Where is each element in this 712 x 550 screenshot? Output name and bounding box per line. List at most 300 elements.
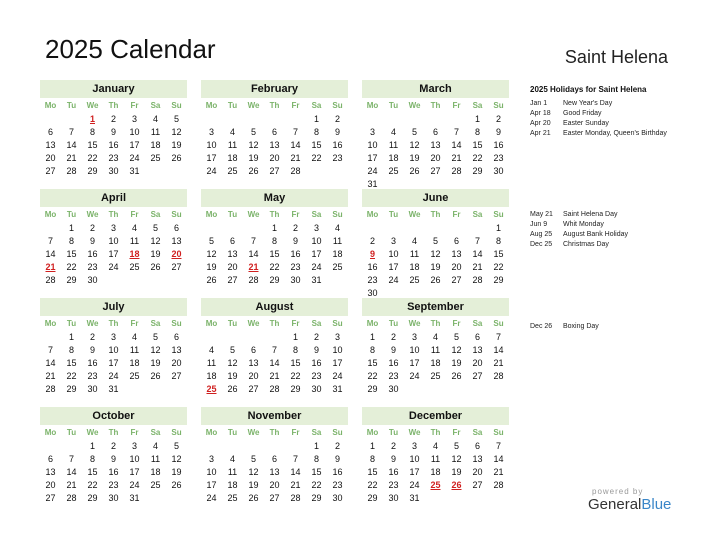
day-cell[interactable]: 26 [248, 493, 259, 503]
day-cell[interactable]: 8 [313, 454, 319, 464]
day-cell[interactable]: 19 [248, 153, 259, 163]
day-cell[interactable]: 14 [66, 140, 77, 150]
day-cell[interactable]: 14 [248, 249, 259, 259]
day-cell[interactable]: 3 [208, 454, 214, 464]
day-cell[interactable]: 30 [87, 384, 98, 394]
day-cell[interactable]: 31 [311, 275, 322, 285]
day-cell[interactable]: 9 [292, 236, 298, 246]
day-cell[interactable]: 8 [474, 127, 480, 137]
day-cell[interactable]: 22 [311, 480, 322, 490]
day-cell[interactable]: 12 [451, 454, 462, 464]
day-cell[interactable]: 22 [87, 480, 98, 490]
day-cell[interactable]: 24 [409, 480, 420, 490]
day-cell[interactable]: 11 [332, 236, 343, 246]
day-cell[interactable]: 26 [409, 166, 420, 176]
day-cell[interactable]: 1 [271, 223, 277, 233]
day-cell[interactable]: 13 [227, 249, 238, 259]
day-cell[interactable]: 16 [388, 467, 399, 477]
day-cell[interactable]: 2 [390, 332, 396, 342]
day-cell[interactable]: 9 [334, 454, 340, 464]
day-cell[interactable]: 19 [248, 480, 259, 490]
day-cell[interactable]: 6 [474, 441, 480, 451]
day-cell[interactable]: 1 [68, 223, 74, 233]
day-cell[interactable]: 20 [472, 467, 483, 477]
day-cell[interactable]: 6 [173, 223, 179, 233]
day-cell[interactable]: 6 [250, 345, 256, 355]
day-cell[interactable]: 12 [150, 345, 161, 355]
day-cell[interactable]: 26 [248, 166, 259, 176]
day-cell[interactable]: 19 [171, 140, 182, 150]
day-cell[interactable]: 2 [369, 236, 375, 246]
day-cell[interactable]: 13 [472, 454, 483, 464]
day-cell[interactable]: 4 [229, 127, 235, 137]
day-cell[interactable]: 15 [367, 358, 378, 368]
day-cell[interactable]: 6 [474, 332, 480, 342]
day-cell[interactable]: 20 [45, 480, 56, 490]
day-cell[interactable]: 2 [313, 332, 319, 342]
day-cell[interactable]: 7 [292, 127, 298, 137]
day-cell[interactable]: 31 [108, 384, 119, 394]
day-cell[interactable]: 7 [495, 441, 501, 451]
day-cell[interactable]: 1 [474, 114, 480, 124]
day-cell[interactable]: 3 [411, 441, 417, 451]
day-cell[interactable]: 9 [89, 236, 95, 246]
day-cell[interactable]: 1 [68, 332, 74, 342]
day-cell[interactable]: 27 [269, 493, 280, 503]
day-cell[interactable]: 6 [271, 127, 277, 137]
day-cell[interactable]: 15 [493, 249, 504, 259]
day-cell[interactable]: 23 [332, 153, 343, 163]
day-cell[interactable]: 17 [367, 153, 378, 163]
day-cell[interactable]: 8 [369, 345, 375, 355]
day-cell[interactable]: 11 [129, 236, 140, 246]
day-cell[interactable]: 25 [409, 275, 420, 285]
day-cell[interactable]: 18 [150, 467, 161, 477]
day-cell[interactable]: 10 [311, 236, 322, 246]
day-cell[interactable]: 10 [129, 127, 140, 137]
day-cell[interactable]: 17 [206, 153, 217, 163]
day-cell[interactable]: 18 [227, 480, 238, 490]
day-cell[interactable]: 23 [493, 153, 504, 163]
day-cell[interactable]: 28 [451, 166, 462, 176]
day-cell[interactable]: 1 [313, 441, 319, 451]
day-cell[interactable]: 8 [313, 127, 319, 137]
day-cell[interactable]: 5 [250, 127, 256, 137]
day-cell[interactable]: 30 [367, 288, 378, 298]
day-cell[interactable]: 26 [227, 384, 238, 394]
day-cell[interactable]: 6 [432, 127, 438, 137]
day-cell[interactable]: 7 [271, 345, 277, 355]
day-cell[interactable]: 17 [409, 467, 420, 477]
day-cell[interactable]: 22 [367, 371, 378, 381]
day-cell[interactable]: 27 [451, 275, 462, 285]
day-cell[interactable]: 29 [66, 384, 77, 394]
day-cell[interactable]: 29 [472, 166, 483, 176]
day-cell[interactable]: 22 [66, 262, 77, 272]
day-cell[interactable]: 12 [451, 345, 462, 355]
day-cell[interactable]: 9 [313, 345, 319, 355]
day-cell[interactable]: 6 [271, 454, 277, 464]
day-cell[interactable]: 7 [453, 127, 459, 137]
day-cell[interactable]: 8 [89, 454, 95, 464]
day-cell[interactable]: 23 [311, 371, 322, 381]
day-cell[interactable]: 5 [173, 441, 179, 451]
day-cell[interactable]: 3 [334, 332, 340, 342]
day-cell[interactable]: 17 [206, 480, 217, 490]
day-cell[interactable]: 27 [248, 384, 259, 394]
day-cell[interactable]: 31 [129, 493, 140, 503]
day-cell[interactable]: 11 [430, 454, 441, 464]
day-cell[interactable]: 9 [390, 345, 396, 355]
day-cell[interactable]: 28 [66, 493, 77, 503]
day-cell[interactable]: 29 [493, 275, 504, 285]
day-cell[interactable]: 28 [472, 275, 483, 285]
day-cell[interactable]: 28 [248, 275, 259, 285]
day-cell[interactable]: 29 [290, 384, 301, 394]
day-cell[interactable]: 15 [311, 140, 322, 150]
day-cell[interactable]: 2 [110, 441, 116, 451]
day-cell[interactable]: 3 [390, 236, 396, 246]
day-cell[interactable]: 10 [388, 249, 399, 259]
day-cell[interactable]: 21 [45, 371, 56, 381]
day-cell[interactable]: 30 [388, 384, 399, 394]
day-cell[interactable]: 7 [250, 236, 256, 246]
day-cell[interactable]: 17 [388, 262, 399, 272]
holiday-day-cell[interactable]: 21 [45, 262, 56, 272]
day-cell[interactable]: 16 [332, 140, 343, 150]
day-cell[interactable]: 24 [409, 371, 420, 381]
day-cell[interactable]: 28 [269, 384, 280, 394]
day-cell[interactable]: 22 [367, 480, 378, 490]
day-cell[interactable]: 19 [206, 262, 217, 272]
day-cell[interactable]: 3 [110, 223, 116, 233]
day-cell[interactable]: 10 [409, 454, 420, 464]
day-cell[interactable]: 18 [227, 153, 238, 163]
day-cell[interactable]: 25 [129, 262, 140, 272]
day-cell[interactable]: 11 [150, 454, 161, 464]
day-cell[interactable]: 3 [208, 127, 214, 137]
day-cell[interactable]: 23 [332, 480, 343, 490]
day-cell[interactable]: 23 [290, 262, 301, 272]
day-cell[interactable]: 6 [173, 332, 179, 342]
day-cell[interactable]: 2 [110, 114, 116, 124]
day-cell[interactable]: 4 [432, 441, 438, 451]
day-cell[interactable]: 20 [269, 480, 280, 490]
day-cell[interactable]: 2 [495, 114, 501, 124]
day-cell[interactable]: 20 [45, 153, 56, 163]
day-cell[interactable]: 21 [269, 371, 280, 381]
day-cell[interactable]: 4 [131, 223, 137, 233]
day-cell[interactable]: 16 [108, 140, 119, 150]
day-cell[interactable]: 21 [493, 358, 504, 368]
day-cell[interactable]: 12 [409, 140, 420, 150]
day-cell[interactable]: 16 [87, 358, 98, 368]
day-cell[interactable]: 16 [332, 467, 343, 477]
day-cell[interactable]: 23 [367, 275, 378, 285]
day-cell[interactable]: 13 [171, 345, 182, 355]
day-cell[interactable]: 4 [411, 236, 417, 246]
day-cell[interactable]: 13 [430, 140, 441, 150]
day-cell[interactable]: 28 [66, 166, 77, 176]
day-cell[interactable]: 9 [390, 454, 396, 464]
holiday-day-cell[interactable]: 9 [369, 249, 375, 259]
day-cell[interactable]: 20 [472, 358, 483, 368]
day-cell[interactable]: 11 [227, 140, 238, 150]
day-cell[interactable]: 28 [45, 275, 56, 285]
day-cell[interactable]: 14 [66, 467, 77, 477]
day-cell[interactable]: 19 [451, 358, 462, 368]
day-cell[interactable]: 28 [45, 384, 56, 394]
day-cell[interactable]: 25 [430, 371, 441, 381]
day-cell[interactable]: 27 [45, 493, 56, 503]
day-cell[interactable]: 5 [432, 236, 438, 246]
day-cell[interactable]: 26 [451, 371, 462, 381]
day-cell[interactable]: 1 [369, 332, 375, 342]
holiday-day-cell[interactable]: 20 [171, 249, 182, 259]
day-cell[interactable]: 6 [229, 236, 235, 246]
day-cell[interactable]: 12 [206, 249, 217, 259]
day-cell[interactable]: 16 [108, 467, 119, 477]
day-cell[interactable]: 20 [227, 262, 238, 272]
day-cell[interactable]: 16 [388, 358, 399, 368]
day-cell[interactable]: 8 [369, 454, 375, 464]
day-cell[interactable]: 13 [171, 236, 182, 246]
day-cell[interactable]: 25 [129, 371, 140, 381]
brand-logo[interactable] [588, 496, 671, 513]
day-cell[interactable]: 12 [248, 140, 259, 150]
day-cell[interactable]: 24 [108, 262, 119, 272]
day-cell[interactable]: 8 [68, 236, 74, 246]
day-cell[interactable]: 4 [229, 454, 235, 464]
day-cell[interactable]: 24 [367, 166, 378, 176]
day-cell[interactable]: 14 [269, 358, 280, 368]
day-cell[interactable]: 22 [493, 262, 504, 272]
day-cell[interactable]: 2 [334, 441, 340, 451]
day-cell[interactable]: 17 [108, 249, 119, 259]
day-cell[interactable]: 21 [66, 480, 77, 490]
day-cell[interactable]: 5 [453, 441, 459, 451]
day-cell[interactable]: 27 [472, 371, 483, 381]
day-cell[interactable]: 4 [432, 332, 438, 342]
day-cell[interactable]: 31 [367, 179, 378, 189]
day-cell[interactable]: 9 [334, 127, 340, 137]
day-cell[interactable]: 23 [87, 262, 98, 272]
day-cell[interactable]: 4 [131, 332, 137, 342]
day-cell[interactable]: 23 [108, 480, 119, 490]
day-cell[interactable]: 3 [131, 441, 137, 451]
day-cell[interactable]: 30 [493, 166, 504, 176]
day-cell[interactable]: 26 [171, 153, 182, 163]
day-cell[interactable]: 16 [87, 249, 98, 259]
day-cell[interactable]: 24 [311, 262, 322, 272]
day-cell[interactable]: 17 [311, 249, 322, 259]
day-cell[interactable]: 5 [411, 127, 417, 137]
day-cell[interactable]: 27 [227, 275, 238, 285]
day-cell[interactable]: 30 [108, 166, 119, 176]
day-cell[interactable]: 4 [152, 441, 158, 451]
day-cell[interactable]: 11 [430, 345, 441, 355]
day-cell[interactable]: 3 [110, 332, 116, 342]
day-cell[interactable]: 31 [409, 493, 420, 503]
day-cell[interactable]: 30 [388, 493, 399, 503]
day-cell[interactable]: 20 [171, 358, 182, 368]
day-cell[interactable]: 31 [129, 166, 140, 176]
day-cell[interactable]: 1 [369, 441, 375, 451]
day-cell[interactable]: 10 [367, 140, 378, 150]
day-cell[interactable]: 19 [451, 467, 462, 477]
day-cell[interactable]: 14 [451, 140, 462, 150]
day-cell[interactable]: 19 [171, 467, 182, 477]
day-cell[interactable]: 9 [110, 454, 116, 464]
day-cell[interactable]: 25 [150, 480, 161, 490]
holiday-day-cell[interactable]: 25 [430, 480, 441, 490]
day-cell[interactable]: 16 [290, 249, 301, 259]
day-cell[interactable]: 13 [269, 467, 280, 477]
day-cell[interactable]: 26 [150, 371, 161, 381]
day-cell[interactable]: 24 [108, 371, 119, 381]
day-cell[interactable]: 8 [89, 127, 95, 137]
day-cell[interactable]: 12 [171, 127, 182, 137]
day-cell[interactable]: 18 [430, 358, 441, 368]
day-cell[interactable]: 10 [206, 140, 217, 150]
day-cell[interactable]: 23 [87, 371, 98, 381]
day-cell[interactable]: 14 [45, 249, 56, 259]
day-cell[interactable]: 18 [388, 153, 399, 163]
day-cell[interactable]: 27 [171, 371, 182, 381]
day-cell[interactable]: 24 [129, 153, 140, 163]
day-cell[interactable]: 12 [150, 236, 161, 246]
day-cell[interactable]: 27 [45, 166, 56, 176]
day-cell[interactable]: 26 [150, 262, 161, 272]
day-cell[interactable]: 4 [390, 127, 396, 137]
day-cell[interactable]: 4 [334, 223, 340, 233]
day-cell[interactable]: 29 [367, 384, 378, 394]
day-cell[interactable]: 19 [150, 249, 161, 259]
day-cell[interactable]: 13 [269, 140, 280, 150]
day-cell[interactable]: 15 [66, 249, 77, 259]
day-cell[interactable]: 2 [89, 332, 95, 342]
day-cell[interactable]: 28 [290, 166, 301, 176]
day-cell[interactable]: 6 [47, 127, 53, 137]
day-cell[interactable]: 18 [430, 467, 441, 477]
day-cell[interactable]: 15 [367, 467, 378, 477]
day-cell[interactable]: 19 [150, 358, 161, 368]
day-cell[interactable]: 21 [493, 467, 504, 477]
day-cell[interactable]: 8 [495, 236, 501, 246]
day-cell[interactable]: 23 [388, 371, 399, 381]
day-cell[interactable]: 15 [311, 467, 322, 477]
day-cell[interactable]: 28 [493, 480, 504, 490]
day-cell[interactable]: 3 [411, 332, 417, 342]
day-cell[interactable]: 17 [409, 358, 420, 368]
day-cell[interactable]: 9 [110, 127, 116, 137]
day-cell[interactable]: 13 [451, 249, 462, 259]
day-cell[interactable]: 7 [495, 332, 501, 342]
day-cell[interactable]: 23 [388, 480, 399, 490]
day-cell[interactable]: 13 [45, 140, 56, 150]
day-cell[interactable]: 21 [451, 153, 462, 163]
day-cell[interactable]: 18 [150, 140, 161, 150]
day-cell[interactable]: 28 [290, 493, 301, 503]
day-cell[interactable]: 20 [269, 153, 280, 163]
day-cell[interactable]: 11 [206, 358, 217, 368]
day-cell[interactable]: 24 [129, 480, 140, 490]
day-cell[interactable]: 22 [290, 371, 301, 381]
day-cell[interactable]: 9 [89, 345, 95, 355]
day-cell[interactable]: 19 [227, 371, 238, 381]
day-cell[interactable]: 18 [332, 249, 343, 259]
day-cell[interactable]: 30 [311, 384, 322, 394]
day-cell[interactable]: 21 [66, 153, 77, 163]
day-cell[interactable]: 20 [451, 262, 462, 272]
day-cell[interactable]: 8 [292, 345, 298, 355]
holiday-day-cell[interactable]: 26 [451, 480, 462, 490]
day-cell[interactable]: 25 [150, 153, 161, 163]
day-cell[interactable]: 7 [292, 454, 298, 464]
day-cell[interactable]: 10 [108, 345, 119, 355]
day-cell[interactable]: 11 [150, 127, 161, 137]
day-cell[interactable]: 17 [108, 358, 119, 368]
day-cell[interactable]: 25 [332, 262, 343, 272]
day-cell[interactable]: 20 [248, 371, 259, 381]
day-cell[interactable]: 12 [227, 358, 238, 368]
holiday-day-cell[interactable]: 18 [129, 249, 140, 259]
day-cell[interactable]: 5 [208, 236, 214, 246]
day-cell[interactable]: 26 [206, 275, 217, 285]
day-cell[interactable]: 10 [332, 345, 343, 355]
day-cell[interactable]: 25 [227, 493, 238, 503]
day-cell[interactable]: 11 [227, 467, 238, 477]
day-cell[interactable]: 14 [472, 249, 483, 259]
day-cell[interactable]: 2 [390, 441, 396, 451]
day-cell[interactable]: 1 [313, 114, 319, 124]
day-cell[interactable]: 14 [493, 454, 504, 464]
day-cell[interactable]: 7 [68, 127, 74, 137]
day-cell[interactable]: 22 [311, 153, 322, 163]
day-cell[interactable]: 3 [369, 127, 375, 137]
day-cell[interactable]: 19 [409, 153, 420, 163]
day-cell[interactable]: 14 [45, 358, 56, 368]
day-cell[interactable]: 5 [453, 332, 459, 342]
day-cell[interactable]: 9 [495, 127, 501, 137]
day-cell[interactable]: 25 [227, 166, 238, 176]
day-cell[interactable]: 25 [388, 166, 399, 176]
day-cell[interactable]: 7 [474, 236, 480, 246]
day-cell[interactable]: 15 [269, 249, 280, 259]
day-cell[interactable]: 27 [472, 480, 483, 490]
holiday-day-cell[interactable]: 1 [89, 114, 95, 124]
day-cell[interactable]: 17 [129, 140, 140, 150]
day-cell[interactable]: 1 [89, 441, 95, 451]
day-cell[interactable]: 11 [129, 345, 140, 355]
day-cell[interactable]: 8 [271, 236, 277, 246]
day-cell[interactable]: 18 [206, 371, 217, 381]
day-cell[interactable]: 1 [495, 223, 501, 233]
day-cell[interactable]: 7 [47, 345, 53, 355]
day-cell[interactable]: 6 [453, 236, 459, 246]
day-cell[interactable]: 30 [108, 493, 119, 503]
day-cell[interactable]: 30 [290, 275, 301, 285]
day-cell[interactable]: 15 [472, 140, 483, 150]
day-cell[interactable]: 18 [409, 262, 420, 272]
day-cell[interactable]: 5 [152, 223, 158, 233]
day-cell[interactable]: 10 [206, 467, 217, 477]
day-cell[interactable]: 17 [129, 467, 140, 477]
day-cell[interactable]: 22 [472, 153, 483, 163]
day-cell[interactable]: 23 [108, 153, 119, 163]
day-cell[interactable]: 15 [290, 358, 301, 368]
holiday-day-cell[interactable]: 21 [248, 262, 259, 272]
